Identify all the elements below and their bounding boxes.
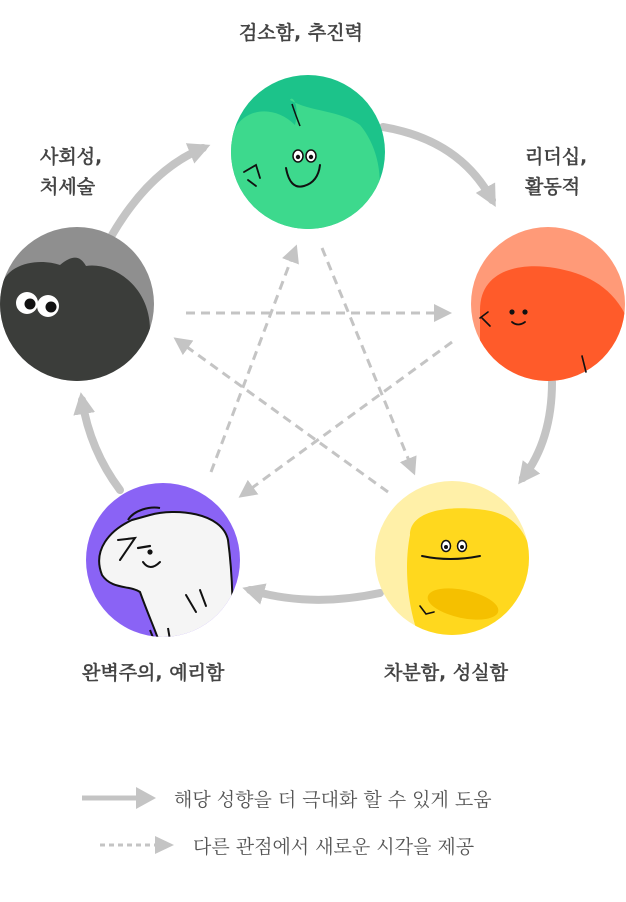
label-right-line2: 활동적: [525, 176, 581, 198]
arrow-top-to-right: [383, 127, 492, 200]
dashed-arrows: [180, 248, 452, 493]
label-right: [525, 142, 587, 202]
dashed-arrow-right-to-bottom-left: [245, 342, 452, 493]
label-left-line2: 처세술: [40, 176, 96, 198]
red-character-circle: [471, 227, 626, 390]
label-bottom-right-text: 차분함, 성실함: [384, 662, 508, 684]
arrow-bottom-right-to-bottom-left: [250, 590, 380, 600]
label-top-text: 검소함, 추진력: [239, 22, 363, 44]
dashed-arrow-top-to-bottom-right: [322, 248, 412, 468]
dashed-arrow-bottom-left-to-top: [211, 252, 294, 472]
purple-character-circle: [86, 483, 240, 660]
legend-dashed-text: 다른 관점에서 새로운 시각을 제공: [193, 836, 475, 858]
label-top: [239, 18, 363, 48]
label-bottom-left: [82, 658, 224, 688]
arrow-left-to-top: [112, 148, 203, 235]
arrow-bottom-left-to-left: [82, 400, 120, 490]
legend-symbols: [82, 787, 174, 854]
label-left-line1: 사회성,: [40, 146, 103, 168]
dark-character-circle: [0, 227, 154, 390]
label-bottom-right: [384, 658, 508, 688]
arrow-right-to-bottom-right: [523, 382, 552, 478]
legend-solid-text: 해당 성향을 더 극대화 할 수 있게 도움: [174, 789, 492, 811]
label-left: [40, 142, 102, 202]
label-bottom-left-text: 완벽주의, 예리함: [82, 662, 225, 684]
label-right-line1: 리더십,: [525, 146, 588, 168]
green-character-circle: [230, 75, 385, 240]
yellow-character-circle: [375, 481, 540, 640]
